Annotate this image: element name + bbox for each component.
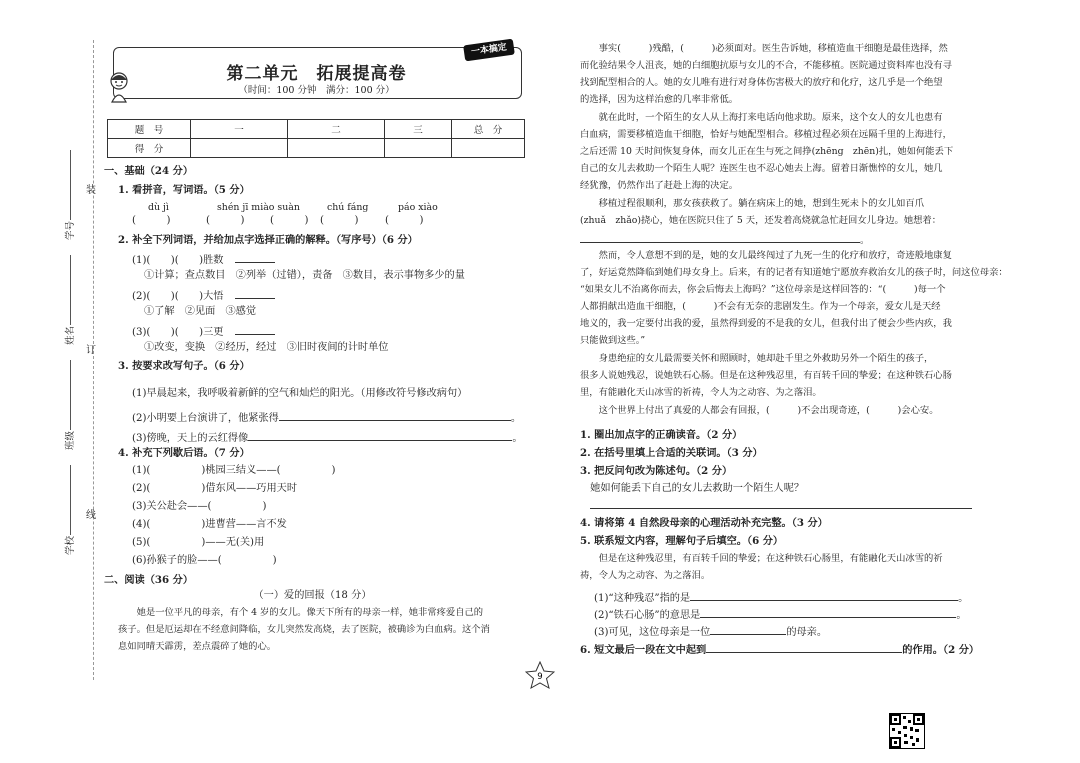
period: 。 — [512, 433, 523, 444]
question-title: 1. 圈出加点字的正确读音。（2 分） — [580, 429, 743, 441]
answer-blank[interactable]: ( ) — [320, 215, 359, 226]
fill-item — [594, 606, 967, 623]
page-number-star-icon — [525, 661, 555, 689]
passage-line: 息如同晴天霹雳，差点震碎了她的心。 — [118, 641, 277, 652]
passage-line: 孩子。但是厄运却在不经意间降临，女儿突然发高烧，去了医院，被确诊为白血病。这个消 — [118, 624, 490, 635]
answer-blank[interactable]: ( ) — [385, 215, 424, 226]
word-item-text: (2)( )( )大悟 — [132, 291, 224, 302]
passage-line: 就在此时，一个陌生的女人从上海打来电话向他求助。原来，这个女人的女儿也患有 — [580, 112, 943, 123]
question-title — [580, 641, 979, 657]
idiom-item: (2)( )借东风——巧用天时 — [132, 483, 298, 494]
word-item — [132, 323, 275, 340]
word-item-text: (1)( )( )胜数 — [132, 255, 224, 266]
fill-item-suffix: 的母亲。 — [786, 627, 828, 638]
answer-line[interactable] — [590, 508, 972, 509]
score-table — [107, 119, 525, 158]
answer-line[interactable] — [235, 287, 275, 299]
score-table-header: 总 分 — [452, 120, 525, 139]
idiom-item: (3)关公赴会——( ) — [132, 501, 267, 512]
question-title: 3. 按要求改写句子。（6 分） — [118, 360, 250, 372]
school-label: 学校 — [65, 535, 76, 555]
pinyin: shén jī miào suàn — [217, 202, 300, 213]
period: 。 — [956, 610, 967, 621]
fill-item-text: (3)可见，这位母亲是一位 — [594, 627, 711, 638]
passage-line: 地义的，我一定要付出我的爱，虽然得到爱的不是我的女儿，但我付出了便会少些内疚，我 — [580, 318, 952, 329]
score-table-header: 题 号 — [108, 120, 191, 139]
score-cell[interactable] — [191, 139, 288, 158]
idiom-item: (5)( )——无(关)用 — [132, 537, 265, 548]
qr-code-icon[interactable] — [889, 713, 925, 749]
passage-line: 身患绝症的女儿最需要关怀和照顾时，她却赴千里之外救助另外一个陌生的孩子， — [580, 353, 934, 364]
passage-line: 这个世界上付出了真爱的人都会有回报，( )不会出现奇迹，( )会心安。 — [580, 405, 939, 416]
idiom-item: (4)( )进曹营——言不发 — [132, 519, 287, 530]
word-item — [132, 251, 275, 268]
question-sentence: 她如何能丢下自己的女儿去救助一个陌生人呢？ — [580, 483, 805, 494]
answer-line[interactable] — [580, 231, 860, 243]
period: 。 — [860, 235, 870, 246]
score-table-header: 得 分 — [108, 139, 191, 158]
answer-line[interactable] — [710, 623, 786, 635]
passage-title: （一）爱的回报（18 分） — [253, 590, 372, 601]
question-suffix: 的作用。（2 分） — [902, 644, 980, 656]
binding-line — [93, 40, 94, 680]
quoted-sentence: 祷，令人为之动容、为之落泪。 — [580, 570, 711, 581]
score-table-header: 二 — [288, 120, 385, 139]
idiom-item: (1)( )桃园三结义——( ) — [132, 465, 336, 476]
passage-line: 人都捐献出造血干细胞，( )不会有无奈的悲剧发生。作为一个母亲，爱女儿是天经 — [580, 301, 941, 312]
question-title: 4. 请将第 4 自然段母亲的心理活动补充完整。（3 分） — [580, 517, 828, 529]
sentence-text: (3)傍晚，天上的云红得像 — [132, 433, 249, 444]
period: 。 — [510, 413, 522, 424]
passage-line: 她是一位平凡的母亲，有个 4 岁的女儿。像天下所有的母亲一样，她非常疼爱自己的 — [118, 607, 484, 618]
passage-line: 自己的女儿去救助一个陌生人呢？连医生也不忍心她去上海。留着日渐憔悴的女儿，她几 — [580, 163, 943, 174]
binding-char: 订 — [86, 345, 96, 356]
word-item — [132, 287, 275, 304]
score-cell[interactable] — [385, 139, 452, 158]
passage-line: 经犹豫，仍然作出了赶赴上海的决定。 — [580, 180, 739, 191]
passage-line: 事实( )残酷，( )必须面对。医生告诉她，移植造血干细胞是最佳选择，然 — [580, 43, 948, 54]
passage-line: 了，好运竟然降临到她们母女身上。后来，有的记者有知道她宁愿放弃救治女儿的孩子时，问这位母亲： — [580, 267, 1008, 278]
binding-char: 装 — [86, 185, 96, 196]
passage-line: 白血病，需要移植造血干细胞，恰好与她配型相合。移植过程必须在远隔千里的上海进行， — [580, 129, 952, 140]
page-number: 9 — [537, 672, 543, 682]
passage-line: 只能做到这些。” — [580, 335, 646, 346]
answer-line[interactable] — [706, 641, 902, 653]
sentence-item — [132, 409, 521, 426]
answer-blank[interactable]: ( ) — [132, 215, 171, 226]
word-options: ①计算；查点数目 ②列举（过错），责备 ③数目，表示事物多少的量 — [144, 270, 465, 281]
question-text: 6. 短文最后一段在文中起到 — [580, 644, 707, 656]
score-table-header: 一 — [191, 120, 288, 139]
answer-blank[interactable]: ( ) — [270, 215, 309, 226]
question-title: 2. 在括号里填上合适的关联词。（3 分） — [580, 447, 763, 459]
pinyin: páo xiào — [398, 202, 438, 213]
passage-line: 之后还需 10 天时间恢复身体，而女儿正在生与死之间挣(zhēng zhēn)扎，她如何能丢下 — [580, 146, 954, 157]
fill-item — [594, 623, 827, 640]
class-label: 班级 — [65, 430, 76, 450]
score-cell[interactable] — [452, 139, 525, 158]
answer-line[interactable] — [248, 429, 512, 441]
time-info: （时间：100 分钟 满分：100 分） — [238, 85, 395, 96]
question-title: 1. 看拼音，写词语。（5 分） — [118, 184, 250, 196]
answer-line[interactable] — [279, 409, 511, 421]
fill-item-text: (2)“铁石心肠”的意思是 — [594, 610, 701, 621]
question-title: 3. 把反问句改为陈述句。（2 分） — [580, 465, 733, 477]
brand-badge: 一本搞定 — [463, 39, 515, 62]
score-cell[interactable] — [288, 139, 385, 158]
score-table-header: 三 — [385, 120, 452, 139]
passage-line: 而化验结果令人沮丧，她的白细胞抗原与女儿的不合，不能移植。医院通过资料库也没有寻 — [580, 60, 952, 71]
idiom-item: (6)孙猴子的脸——( ) — [132, 555, 277, 566]
pinyin: dù jì — [148, 202, 169, 213]
passage-line: 找到配型相合的人。她的女儿唯有进行对身体伤害极大的放疗和化疗，这几乎是一个绝望 — [580, 77, 943, 88]
period: 。 — [958, 593, 969, 604]
word-options: ①改变，变换 ②经历，经过 ③旧时夜间的计时单位 — [144, 342, 389, 353]
passage-line: 移植过程很顺利，那女孩获救了。躺在病床上的她，想到生死未卜的女儿如百爪 — [580, 198, 924, 209]
fill-item — [594, 589, 968, 606]
class-field[interactable] — [70, 360, 71, 430]
student-number-label: 学号 — [65, 220, 76, 240]
answer-blank[interactable]: ( ) — [206, 215, 245, 226]
passage-line: (zhuǎ zhǎo)挠心，她在医院只住了 5 天，还发着高烧就急忙赶回女儿身边。她想着： — [580, 215, 942, 226]
question-title: 5. 联系短文内容，理解句子后填空。（6 分） — [580, 535, 784, 547]
fill-item-text: (1)“这种残忍”指的是 — [594, 593, 691, 604]
passage-line: 的选择，因为这样治愈的几率非常低。 — [580, 94, 739, 105]
section-heading: 一、基础（24 分） — [104, 165, 194, 177]
sentence-item — [132, 429, 523, 446]
student-number-field[interactable] — [70, 150, 71, 220]
sentence-item: (1)早晨起来，我呼吸着新鲜的空气和灿烂的阳光。（用修改符号修改病句） — [132, 388, 468, 399]
pinyin: chú fáng — [327, 202, 369, 213]
question-title: 4. 补充下列歇后语。（7 分） — [118, 447, 250, 459]
passage-line: “如果女儿不治离你而去，你会后悔去上海吗？”这位母亲是这样回答的：“( )每一个 — [580, 284, 946, 295]
answer-line[interactable] — [235, 251, 275, 263]
passage-line: 里，有能融化天山冰雪的祈祷，令人为之动容、为之落泪。 — [580, 387, 822, 398]
answer-line[interactable] — [700, 606, 956, 618]
page-title: 第二单元 拓展提高卷 — [226, 64, 407, 84]
question-title: 2. 补全下列词语，并给加点字选择正确的解释。（写序号）（6 分） — [118, 234, 418, 246]
passage-line — [580, 231, 869, 247]
passage-line: 然而，令人意想不到的是，她的女儿最终闯过了九死一生的化疗和放疗，奇迹般地康复 — [580, 250, 952, 261]
school-field[interactable] — [70, 465, 71, 535]
answer-line[interactable] — [235, 323, 275, 335]
name-label: 姓名 — [65, 325, 76, 345]
binding-char: 线 — [86, 510, 96, 521]
passage-line: 很多人说她残忍，说她铁石心肠。但是在这种残忍里，有百转千回的挚爱；在这种铁石心肠 — [580, 370, 952, 381]
section-heading: 二、阅读（36 分） — [104, 574, 194, 586]
quoted-sentence: 但是在这种残忍里，有百转千回的挚爱；在这种铁石心肠里，有能融化天山冰雪的祈 — [580, 553, 943, 564]
word-item-text: (3)( )( )三更 — [132, 327, 224, 338]
name-field[interactable] — [70, 255, 71, 325]
word-options: ①了解 ②见面 ③感觉 — [144, 306, 257, 317]
sentence-text: (2)小明要上台演讲了，他紧张得 — [132, 413, 279, 424]
answer-line[interactable] — [690, 589, 958, 601]
girl-mascot-icon — [105, 70, 133, 104]
